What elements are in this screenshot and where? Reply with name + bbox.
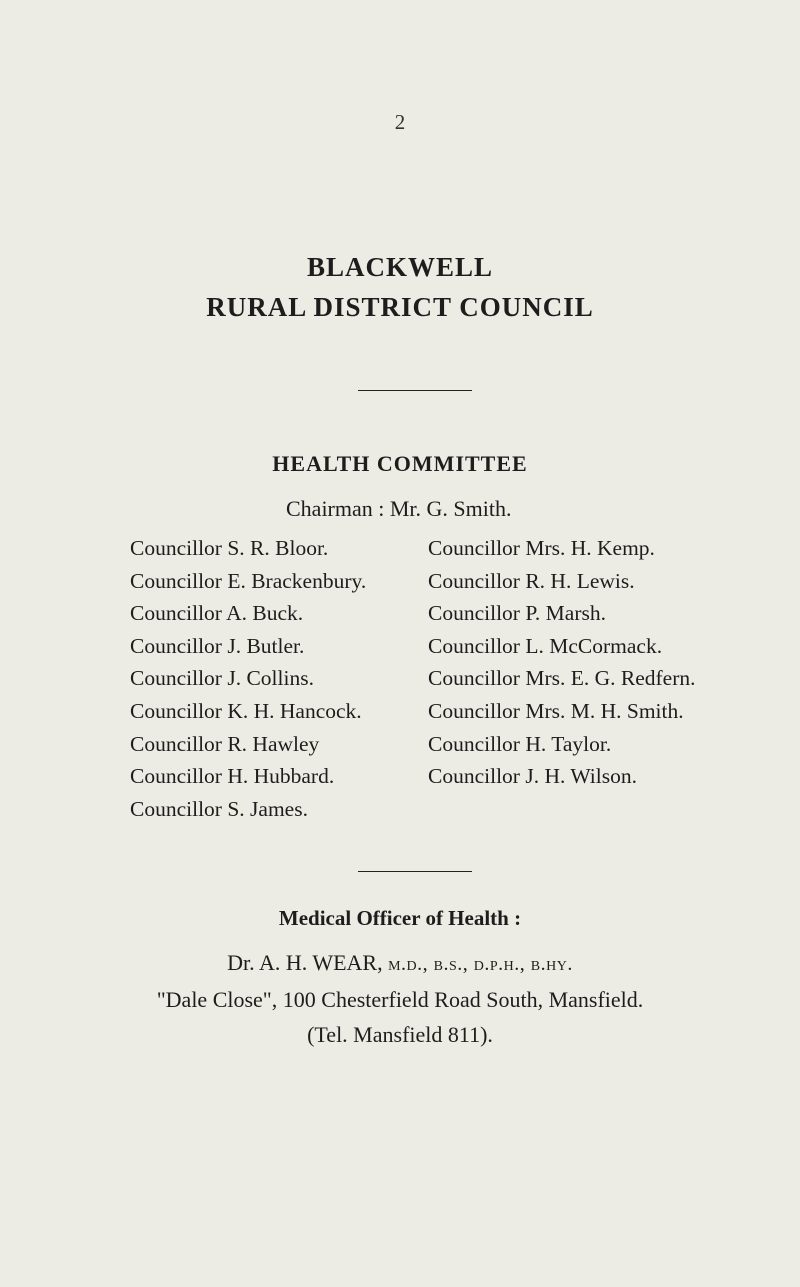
member-entry: Councillor S. James. xyxy=(130,796,308,821)
members-list-left xyxy=(130,532,366,825)
member-entry: Councillor J. H. Wilson. xyxy=(428,764,637,789)
member-entry: Councillor Mrs. H. Kemp. xyxy=(428,536,655,560)
divider-rule-top xyxy=(358,390,472,391)
member-entry: Councillor J. Collins. xyxy=(130,666,314,691)
council-title-line-1: BLACKWELL xyxy=(306,252,494,282)
member-entry: Councillor Mrs. M. H. Smith. xyxy=(428,698,684,723)
member-entry: Councillor H. Taylor. xyxy=(428,731,612,756)
medical-officer-name: Dr. A. H. WEAR, xyxy=(227,950,383,975)
medical-officer-qualifications: m.d., b.s., d.p.h., b.hy. xyxy=(388,953,573,975)
member-entry: Councillor L. McCormack. xyxy=(428,633,663,658)
member-entry: Councillor H. Hubbard. xyxy=(130,764,335,789)
medical-officer-address: "Dale Close", 100 Chesterfield Road South, Mansfield. xyxy=(156,987,644,1012)
member-entry: Councillor R. Hawley xyxy=(130,731,320,756)
divider-rule-bottom xyxy=(358,871,472,872)
members-list-right xyxy=(428,532,696,793)
medical-officer-telephone: (Tel. Mansfield 811). xyxy=(307,1022,493,1047)
member-entry: Councillor J. Butler. xyxy=(130,633,305,658)
member-entry: Councillor S. R. Bloor. xyxy=(130,536,329,560)
member-entry: Councillor R. H. Lewis. xyxy=(428,568,635,593)
member-entry: Councillor E. Brackenbury. xyxy=(130,568,367,593)
medical-officer-name-line xyxy=(0,950,800,976)
medical-officer-heading: Medical Officer of Health : xyxy=(278,906,522,930)
member-entry: Councillor P. Marsh. xyxy=(428,601,606,626)
committee-heading: HEALTH COMMITTEE xyxy=(272,451,528,476)
member-entry: Councillor K. H. Hancock. xyxy=(130,698,362,723)
page-number: 2 xyxy=(394,110,406,134)
chairman-line: Chairman : Mr. G. Smith. xyxy=(286,496,512,521)
member-entry: Councillor A. Buck. xyxy=(130,601,304,626)
member-entry: Councillor Mrs. E. G. Redfern. xyxy=(428,666,696,691)
council-title-line-2: RURAL DISTRICT COUNCIL xyxy=(206,292,594,322)
